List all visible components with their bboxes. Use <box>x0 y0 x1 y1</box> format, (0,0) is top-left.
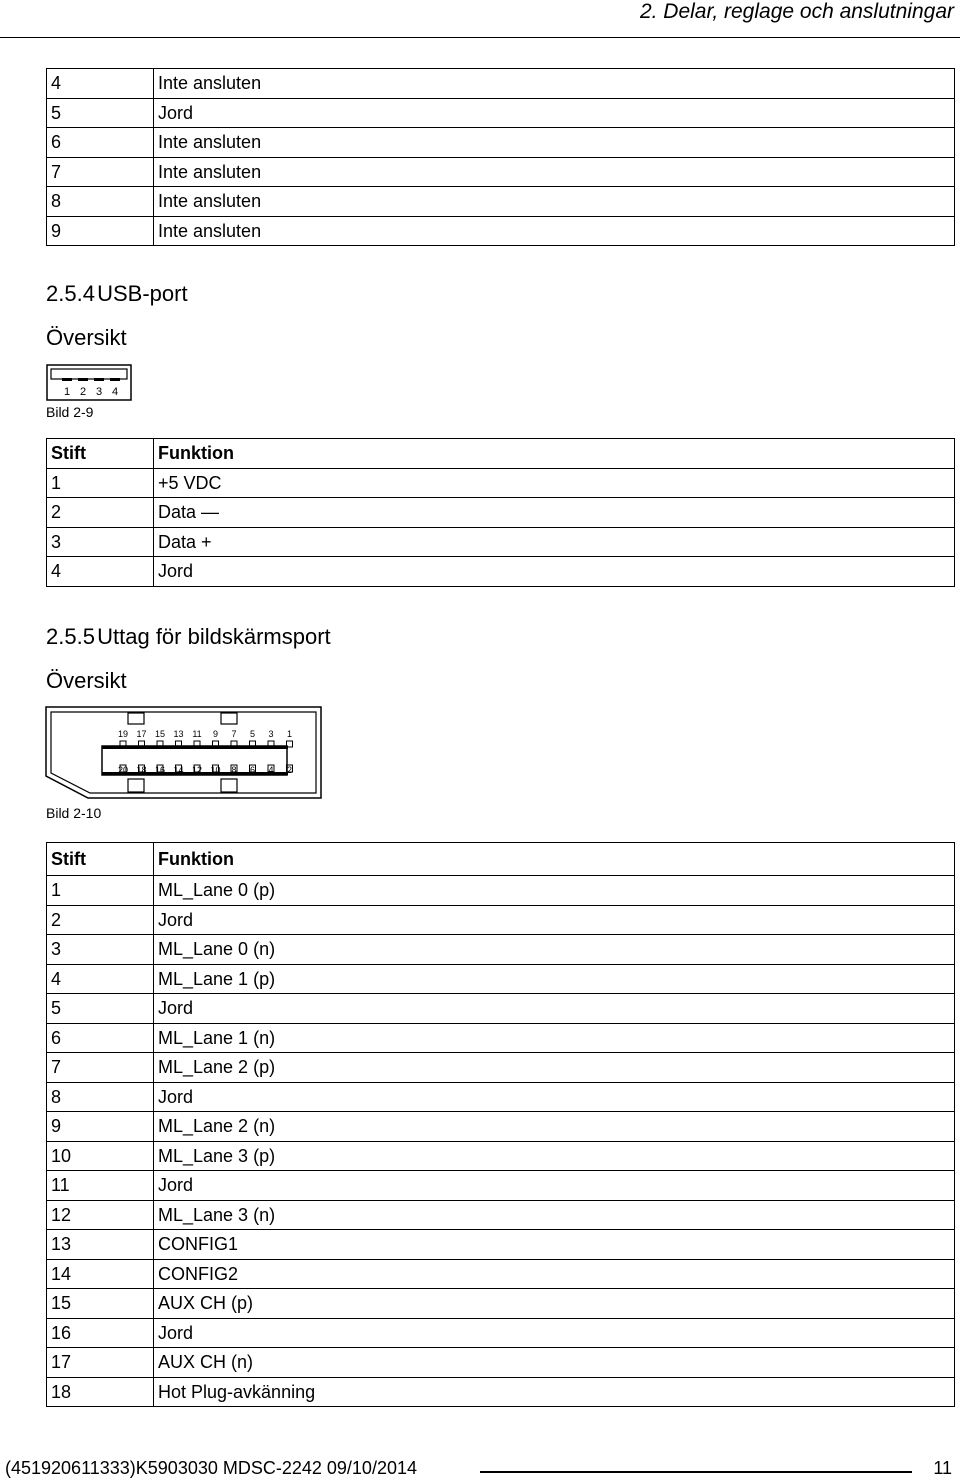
usb-pin-label: 4 <box>111 386 119 398</box>
pin-function: ML_Lane 3 (n) <box>154 1200 955 1230</box>
chapter-title: 2. Delar, reglage och anslutningar <box>639 0 954 23</box>
dp-pin-label: 1 <box>286 729 293 739</box>
dp-pin-label: 4 <box>268 765 274 775</box>
dp-pin-label: 8 <box>231 765 237 775</box>
pin-number: 8 <box>47 1082 154 1112</box>
table-row <box>47 994 955 1024</box>
table-row <box>47 557 955 587</box>
pin-function: ML_Lane 0 (n) <box>154 935 955 965</box>
table-row <box>47 964 955 994</box>
table-row <box>47 1348 955 1378</box>
dp-pin-label: 7 <box>231 729 237 739</box>
table-row <box>47 876 955 906</box>
pin-function: ML_Lane 2 (n) <box>154 1112 955 1142</box>
dp-bottom-latch-left <box>128 779 144 792</box>
pin-function: ML_Lane 3 (p) <box>154 1141 955 1171</box>
usb-overview-label: Översikt <box>46 325 127 350</box>
header-pin: Stift <box>47 843 154 876</box>
pin-number: 13 <box>47 1230 154 1260</box>
dp-pin-label: 18 <box>136 765 147 775</box>
pin-function: Jord <box>154 1318 955 1348</box>
pin-number: 7 <box>47 1053 154 1083</box>
table-row <box>47 1200 955 1230</box>
table-row <box>47 1259 955 1289</box>
pin-function: Inte ansluten <box>154 216 955 246</box>
page-number: 11 <box>933 1458 952 1478</box>
pin-function: AUX CH (n) <box>154 1348 955 1378</box>
usb-contact <box>110 378 120 381</box>
pin-number: 3 <box>47 935 154 965</box>
dp-pin-label: 15 <box>154 729 166 739</box>
usb-contact <box>78 378 88 381</box>
pin-function: ML_Lane 0 (p) <box>154 876 955 906</box>
pin-function: Jord <box>154 905 955 935</box>
pin-number: 18 <box>47 1377 154 1407</box>
dp-top-latch-left <box>128 713 144 724</box>
usb-figure-caption: Bild 2-9 <box>46 404 94 420</box>
displayport-pin-table <box>46 842 955 1407</box>
pin-function: CONFIG2 <box>154 1259 955 1289</box>
usb-port-diagram <box>46 364 134 402</box>
pin-function: Jord <box>154 557 955 587</box>
usb-section-heading <box>46 281 188 307</box>
table-row <box>47 157 955 187</box>
pin-number: 5 <box>47 98 154 128</box>
table-row <box>47 216 955 246</box>
dp-pin-label: 11 <box>192 729 202 739</box>
pin-function: ML_Lane 2 (p) <box>154 1053 955 1083</box>
table-row <box>47 98 955 128</box>
pin-number: 6 <box>47 1023 154 1053</box>
usb-pin-label: 1 <box>63 386 71 398</box>
table-row <box>47 527 955 557</box>
dp-pin-label: 12 <box>191 765 203 775</box>
dp-pin-label: 14 <box>173 765 184 775</box>
footer-document-id: (451920611333)K5903030 MDSC-2242 09/10/2014 <box>5 1458 417 1478</box>
header-rule <box>0 37 960 38</box>
pin-function: Jord <box>154 1082 955 1112</box>
pin-number: 17 <box>47 1348 154 1378</box>
pin-function: AUX CH (p) <box>154 1289 955 1319</box>
usb-contact <box>94 378 104 381</box>
dp-pin-label: 9 <box>212 729 219 739</box>
displayport-diagram <box>44 706 324 800</box>
pin-number: 4 <box>47 557 154 587</box>
table-row <box>47 468 955 498</box>
pin-function: Jord <box>154 994 955 1024</box>
section-number: 2.5.4 <box>46 281 95 306</box>
pin-function: Inte ansluten <box>154 157 955 187</box>
table-row <box>47 187 955 217</box>
dp-pin-label: 3 <box>268 729 274 739</box>
pin-function: Jord <box>154 1171 955 1201</box>
dp-pin-label: 10 <box>210 765 221 775</box>
dp-inner-shell <box>51 712 316 793</box>
pin-function: ML_Lane 1 (p) <box>154 964 955 994</box>
table-row <box>47 1141 955 1171</box>
pin-number: 2 <box>47 498 154 528</box>
usb-tongue <box>51 369 127 379</box>
pin-function: Hot Plug-avkänning <box>154 1377 955 1407</box>
pin-number: 3 <box>47 527 154 557</box>
dp-pin-label: 6 <box>249 765 256 775</box>
pin-number: 4 <box>47 964 154 994</box>
header-pin: Stift <box>47 439 154 469</box>
pin-function: Jord <box>154 98 955 128</box>
table-row <box>47 1171 955 1201</box>
header-function: Funktion <box>154 439 955 469</box>
pin-number: 7 <box>47 157 154 187</box>
usb-contact <box>62 378 72 381</box>
dp-pin-label: 2 <box>286 765 293 775</box>
table-row <box>47 1377 955 1407</box>
pin-number: 8 <box>47 187 154 217</box>
dp-bottom-latch-right <box>221 779 237 792</box>
table-row <box>47 69 955 99</box>
table-row <box>47 1023 955 1053</box>
pin-number: 15 <box>47 1289 154 1319</box>
usb-pin-label: 3 <box>95 386 103 398</box>
table-row <box>47 498 955 528</box>
usb-outer-frame <box>47 365 131 400</box>
pin-function: Inte ansluten <box>154 69 955 99</box>
table-row <box>47 1053 955 1083</box>
dp-top-latch-right <box>221 713 237 724</box>
displayport-section-heading <box>46 624 331 650</box>
section-title: Uttag för bildskärmsport <box>97 624 331 649</box>
usb-pin-table <box>46 438 955 587</box>
table-row <box>47 1112 955 1142</box>
pin-number: 1 <box>47 468 154 498</box>
dp-pin-label: 17 <box>136 729 147 739</box>
pin-number: 11 <box>47 1171 154 1201</box>
displayport-figure-caption: Bild 2-10 <box>46 805 102 821</box>
pin-function: CONFIG1 <box>154 1230 955 1260</box>
dp-outer-shell <box>46 707 321 798</box>
pin-number: 9 <box>47 216 154 246</box>
dp-pin-label: 16 <box>154 765 166 775</box>
pin-number: 2 <box>47 905 154 935</box>
pin-number: 6 <box>47 128 154 158</box>
pin-number: 12 <box>47 1200 154 1230</box>
pin-number: 1 <box>47 876 154 906</box>
section-title: USB-port <box>97 281 188 306</box>
pin-number: 16 <box>47 1318 154 1348</box>
header-function: Funktion <box>154 843 955 876</box>
table-row <box>47 128 955 158</box>
usb-pin-label: 2 <box>79 386 87 398</box>
pin-number: 4 <box>47 69 154 99</box>
pin-number: 14 <box>47 1259 154 1289</box>
pin-function: +5 VDC <box>154 468 955 498</box>
table-row <box>47 935 955 965</box>
dp-pin-label: 20 <box>117 765 129 775</box>
pin-function: Inte ansluten <box>154 128 955 158</box>
table-row <box>47 1289 955 1319</box>
pin-function: Inte ansluten <box>154 187 955 217</box>
dp-pin-label: 5 <box>249 729 256 739</box>
footer-rule <box>480 1471 912 1473</box>
pin-function: ML_Lane 1 (n) <box>154 1023 955 1053</box>
pin-function: Data + <box>154 527 955 557</box>
section-number: 2.5.5 <box>46 624 95 649</box>
displayport-overview-label: Översikt <box>46 668 127 693</box>
dp-pin-label: 19 <box>117 729 129 739</box>
pin-function: Data — <box>154 498 955 528</box>
pin-number: 9 <box>47 1112 154 1142</box>
table-row <box>47 1082 955 1112</box>
table-row <box>47 1318 955 1348</box>
table-row <box>47 1230 955 1260</box>
table-row <box>47 905 955 935</box>
serial-pin-table-continued <box>46 68 955 246</box>
dp-pin-label: 13 <box>173 729 184 739</box>
pin-number: 10 <box>47 1141 154 1171</box>
pin-number: 5 <box>47 994 154 1024</box>
